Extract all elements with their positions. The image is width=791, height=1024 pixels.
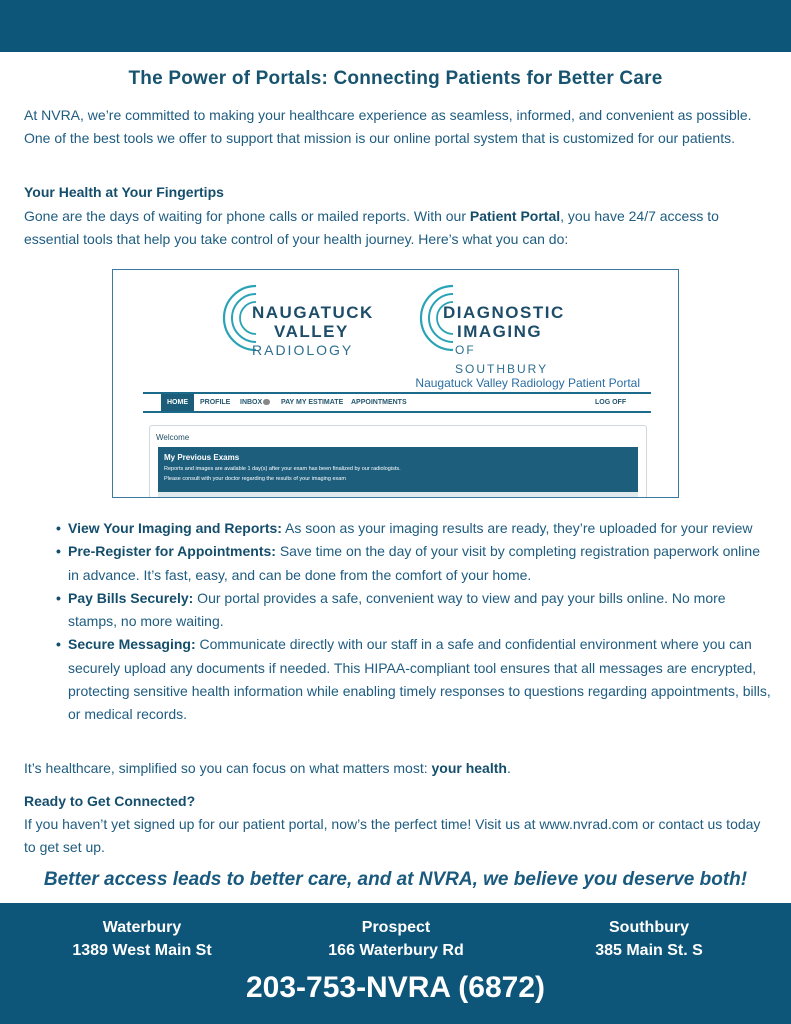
- fingertips-text-1: Gone are the days of waiting for phone calls or mailed reports. With our: [24, 208, 470, 224]
- bullet-text: Communicate directly with our staff in a safe and confidential environment where you can securely upload any documents if needed. This HIPAA-compliant tool ensures that all messages are encrypted, protecting sensitive health information while enabling timely responses to questions regarding appointments, bills, or medical records.: [68, 636, 771, 723]
- tagline: Better access leads to better care, and at NVRA, we believe you deserve both!: [43, 869, 748, 890]
- location-waterbury: [22, 916, 262, 962]
- simplified-paragraph: [24, 757, 772, 780]
- phone-number: 203-753-NVRA (6872): [245, 971, 546, 1004]
- nvr-logo-text: [252, 303, 374, 360]
- location-prospect: [276, 916, 516, 962]
- bullet-text: As soon as your imaging results are ready, they’re uploaded for your review: [281, 520, 753, 536]
- list-item: [54, 587, 774, 634]
- fingertips-paragraph: [24, 205, 772, 251]
- location-southbury: [529, 916, 769, 962]
- list-item: [54, 540, 774, 587]
- simplified-end: .: [506, 760, 511, 776]
- nav-logoff[interactable]: LOG OFF: [595, 399, 627, 406]
- location-address: 166 Waterbury Rd: [328, 942, 464, 959]
- location-city: Southbury: [609, 919, 689, 936]
- portal-screenshot: [112, 269, 679, 498]
- list-item: [54, 633, 774, 726]
- previous-exams-panel: [158, 447, 638, 497]
- bullet-title: Pre-Register for Appointments:: [68, 543, 276, 560]
- connected-paragraph: If you haven’t yet signed up for our patient portal, now’s the perfect time! Visit us at www.nvrad.com or contact us today to get set up.: [24, 816, 761, 855]
- intro-paragraph: At NVRA, we’re committed to making your healthcare experience as seamless, informed, and convenient as possible. One of the best tools we offer to support that mission is our online portal system that is customized for our patients.: [24, 107, 752, 146]
- bullet-title: Pay Bills Securely:: [68, 589, 194, 606]
- your-health-bold: your health: [431, 760, 507, 776]
- section-heading-connected: Ready to Get Connected?: [24, 793, 196, 809]
- nav-profile[interactable]: PROFILE: [200, 399, 231, 406]
- list-item: [54, 517, 774, 540]
- fingertips-text-2: , you have 24/7 access to essential tools that help you take control of your health journey. Here’s what you can do:: [24, 208, 719, 247]
- nav-home[interactable]: HOME: [161, 394, 194, 411]
- footer: [0, 903, 791, 1024]
- nav-inbox[interactable]: [240, 399, 270, 406]
- dis-logo-line1: DIAGNOSTIC: [443, 303, 565, 322]
- bullet-title: Secure Messaging:: [68, 636, 196, 653]
- location-address: 1389 West Main St: [72, 942, 212, 959]
- bullet-text: Our portal provides a safe, convenient way to view and pay your bills online. No more stamps, no more waiting.: [68, 589, 726, 630]
- nvr-logo: [218, 280, 374, 358]
- nav-inbox-label: INBOX: [240, 399, 263, 406]
- nvr-logo-line3: RADIOLOGY: [252, 342, 354, 358]
- bullet-text: Save time on the day of your visit by completing registration paperwork online in advance. It’s fast, easy, and can be done from the comfort of your home.: [68, 543, 760, 583]
- patient-portal-bold: Patient Portal: [469, 208, 561, 224]
- welcome-label: Welcome: [156, 433, 190, 442]
- top-banner: [0, 0, 791, 52]
- section-heading-fingertips: Your Health at Your Fingertips: [24, 184, 224, 200]
- nav-appointments[interactable]: APPOINTMENTS: [351, 399, 407, 406]
- location-city: Waterbury: [102, 919, 182, 936]
- feature-list: [54, 517, 774, 727]
- previous-exams-line1: Reports and images are available 1 day(s) after your exam has been finalized by our radiologists.: [164, 466, 401, 472]
- bullet-title: View Your Imaging and Reports:: [68, 520, 282, 536]
- inbox-badge-icon: [263, 399, 270, 405]
- dis-logo-line2: IMAGING: [457, 322, 543, 341]
- portal-title: Naugatuck Valley Radiology Patient Portal: [415, 376, 640, 390]
- simplified-text: It’s healthcare, simplified so you can focus on what matters most:: [24, 760, 432, 776]
- location-city: Prospect: [361, 919, 431, 936]
- location-address: 385 Main St. S: [595, 942, 703, 959]
- previous-exams-heading: My Previous Exams: [164, 453, 240, 462]
- nav-pay-estimate[interactable]: PAY MY ESTIMATE: [281, 399, 344, 406]
- portal-nav: [143, 392, 651, 413]
- dis-logo-line3: OF SOUTHBURY: [455, 343, 549, 376]
- dis-logo: [415, 280, 565, 376]
- nvr-logo-line2: VALLEY: [274, 322, 349, 341]
- dis-logo-text: [443, 303, 565, 379]
- panel-strip: [158, 492, 638, 497]
- nvr-logo-line1: NAUGATUCK: [252, 303, 374, 322]
- welcome-panel: [149, 425, 647, 498]
- previous-exams-line2: Please consult with your doctor regarding the results of your imaging exam: [164, 476, 346, 482]
- page-title: The Power of Portals: Connecting Patients for Better Care: [128, 68, 663, 89]
